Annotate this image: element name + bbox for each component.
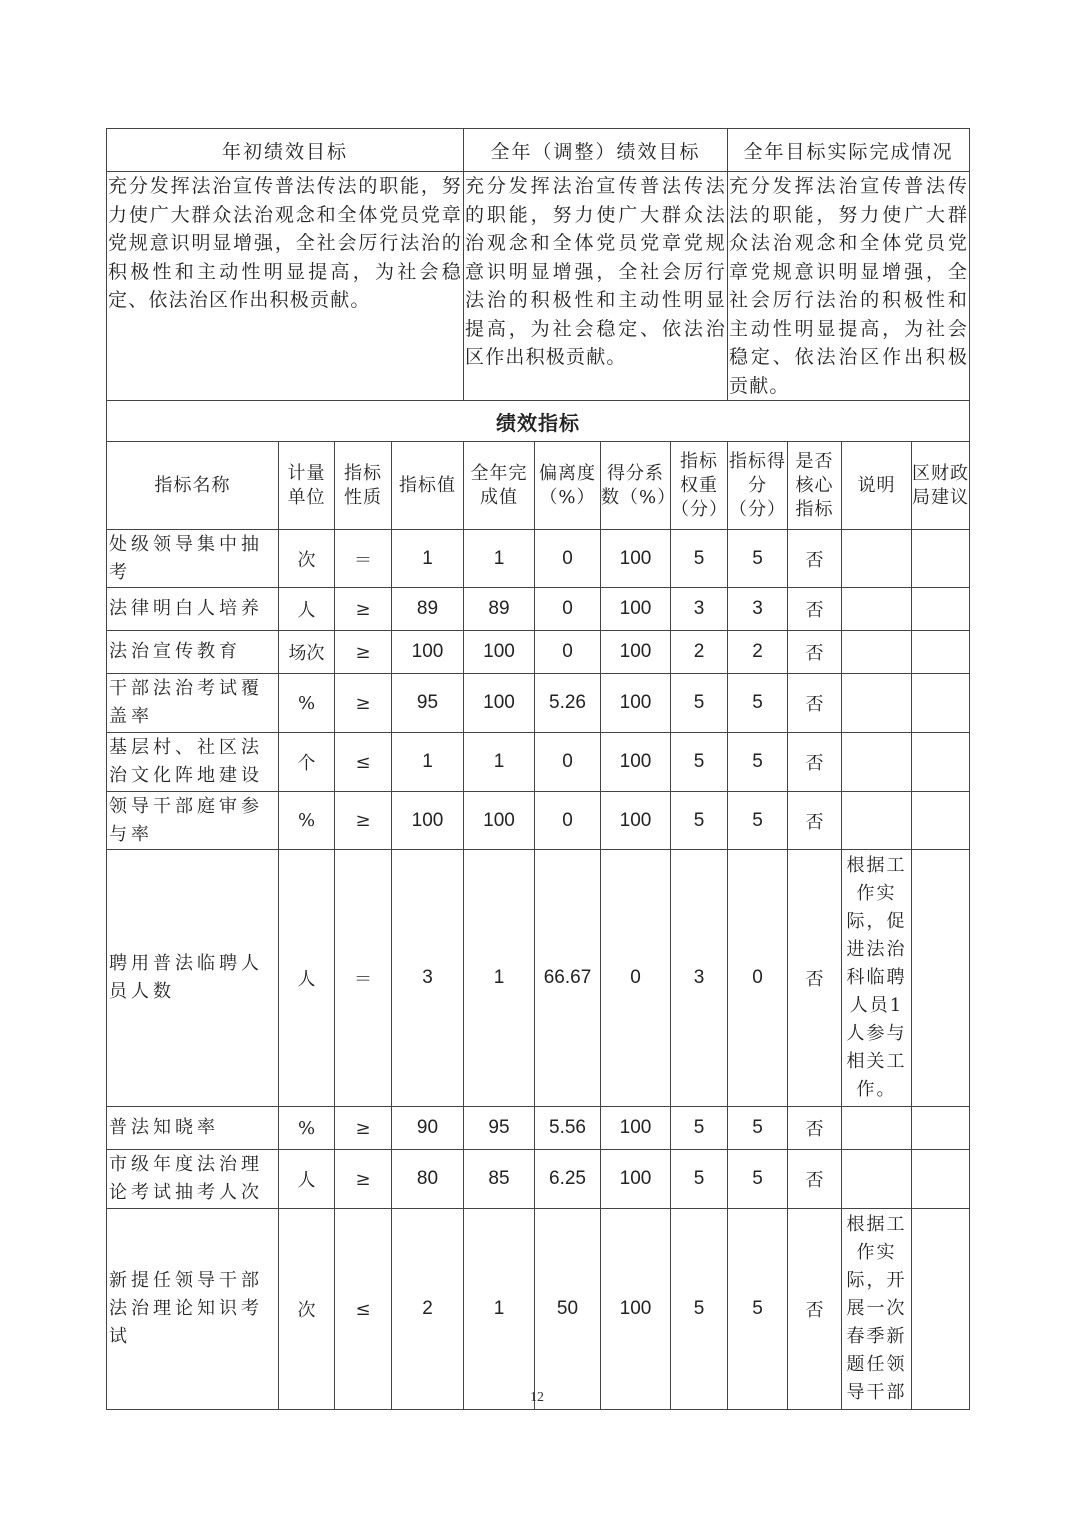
cell-deviation: 0 bbox=[535, 792, 601, 850]
cell-suggestion bbox=[912, 631, 970, 674]
cell-unit: 人 bbox=[279, 850, 335, 1107]
table-row bbox=[107, 674, 970, 733]
goal-text-adjusted: 充分发挥法治宣传普法传法的职能，努力使广大群众法治观念和全体党员党章党规意识明显增强，全社会厉行法治的积极性和主动性明显提高，为社会稳定、依法治区作出积极贡献。 bbox=[464, 172, 728, 401]
goal-header-actual: 全年目标实际完成情况 bbox=[728, 129, 970, 172]
cell-deviation: 0 bbox=[535, 588, 601, 631]
cell-name: 市级年度法治理论考试抽考人次 bbox=[107, 1150, 279, 1209]
cell-deviation: 0 bbox=[535, 530, 601, 588]
cell-coef: 100 bbox=[601, 792, 671, 850]
cell-actual: 100 bbox=[464, 674, 535, 733]
col-header-unit: 计量单位 bbox=[279, 442, 335, 530]
cell-coef: 100 bbox=[601, 733, 671, 792]
cell-suggestion bbox=[912, 674, 970, 733]
cell-coef: 100 bbox=[601, 1150, 671, 1209]
cell-weight: 5 bbox=[671, 674, 728, 733]
cell-score: 5 bbox=[728, 530, 788, 588]
cell-weight: 2 bbox=[671, 631, 728, 674]
table-row bbox=[107, 1107, 970, 1150]
performance-table-page bbox=[106, 128, 969, 1410]
col-header-nature: 指标性质 bbox=[335, 442, 392, 530]
cell-core: 否 bbox=[788, 1107, 842, 1150]
cell-name: 新提任领导干部法治理论知识考试 bbox=[107, 1209, 279, 1410]
cell-nature: ＝ bbox=[335, 530, 392, 588]
cell-name: 基层村、社区法治文化阵地建设 bbox=[107, 733, 279, 792]
cell-deviation: 50 bbox=[535, 1209, 601, 1410]
cell-name: 领导干部庭审参与率 bbox=[107, 792, 279, 850]
cell-actual: 89 bbox=[464, 588, 535, 631]
goals-text-row bbox=[107, 172, 970, 401]
cell-target: 3 bbox=[392, 850, 464, 1107]
cell-suggestion bbox=[912, 733, 970, 792]
cell-actual: 1 bbox=[464, 733, 535, 792]
cell-score: 3 bbox=[728, 588, 788, 631]
cell-unit: 人 bbox=[279, 588, 335, 631]
cell-score: 5 bbox=[728, 792, 788, 850]
cell-coef: 100 bbox=[601, 674, 671, 733]
cell-suggestion bbox=[912, 1107, 970, 1150]
cell-core: 否 bbox=[788, 733, 842, 792]
cell-note bbox=[842, 733, 912, 792]
cell-note bbox=[842, 792, 912, 850]
cell-coef: 0 bbox=[601, 850, 671, 1107]
cell-note: 根据工作实际，促进法治科临聘人员1人参与相关工作。 bbox=[842, 850, 912, 1107]
cell-actual: 1 bbox=[464, 530, 535, 588]
cell-deviation: 5.56 bbox=[535, 1107, 601, 1150]
cell-core: 否 bbox=[788, 792, 842, 850]
cell-suggestion bbox=[912, 1150, 970, 1209]
cell-nature: ≤ bbox=[335, 733, 392, 792]
cell-nature: ≤ bbox=[335, 1209, 392, 1410]
table-row bbox=[107, 733, 970, 792]
cell-coef: 100 bbox=[601, 588, 671, 631]
cell-target: 1 bbox=[392, 733, 464, 792]
cell-actual: 85 bbox=[464, 1150, 535, 1209]
cell-coef: 100 bbox=[601, 631, 671, 674]
table-row bbox=[107, 631, 970, 674]
cell-score: 5 bbox=[728, 1150, 788, 1209]
cell-suggestion bbox=[912, 850, 970, 1107]
cell-core: 否 bbox=[788, 1209, 842, 1410]
goal-header-initial: 年初绩效目标 bbox=[107, 129, 464, 172]
cell-unit: % bbox=[279, 674, 335, 733]
cell-target: 90 bbox=[392, 1107, 464, 1150]
cell-coef: 100 bbox=[601, 530, 671, 588]
col-header-coef: 得分系数（%） bbox=[601, 442, 671, 530]
cell-core: 否 bbox=[788, 1150, 842, 1209]
cell-core: 否 bbox=[788, 631, 842, 674]
cell-nature: ＝ bbox=[335, 850, 392, 1107]
cell-note bbox=[842, 1107, 912, 1150]
col-header-suggestion: 区财政局建议 bbox=[912, 442, 970, 530]
cell-suggestion bbox=[912, 530, 970, 588]
goal-text-actual: 充分发挥法治宣传普法传法的职能，努力使广大群众法治观念和全体党员党章党规意识明显增强，全社会厉行法治的积极性和主动性明显提高，为社会稳定、依法治区作出积极贡献。 bbox=[728, 172, 970, 401]
col-header-weight: 指标权重（分） bbox=[671, 442, 728, 530]
cell-note bbox=[842, 1150, 912, 1209]
section-title-row bbox=[107, 401, 970, 442]
col-header-score: 指标得分（分） bbox=[728, 442, 788, 530]
cell-nature: ≥ bbox=[335, 631, 392, 674]
cell-target: 2 bbox=[392, 1209, 464, 1410]
table-row bbox=[107, 530, 970, 588]
cell-unit: 场次 bbox=[279, 631, 335, 674]
cell-core: 否 bbox=[788, 588, 842, 631]
cell-core: 否 bbox=[788, 674, 842, 733]
cell-score: 5 bbox=[728, 1209, 788, 1410]
cell-weight: 3 bbox=[671, 850, 728, 1107]
cell-score: 0 bbox=[728, 850, 788, 1107]
cell-nature: ≥ bbox=[335, 1107, 392, 1150]
cell-target: 95 bbox=[392, 674, 464, 733]
cell-target: 1 bbox=[392, 530, 464, 588]
cell-actual: 1 bbox=[464, 850, 535, 1107]
cell-note bbox=[842, 530, 912, 588]
table-row bbox=[107, 850, 970, 1107]
cell-unit: % bbox=[279, 1107, 335, 1150]
cell-deviation: 0 bbox=[535, 631, 601, 674]
col-header-target: 指标值 bbox=[392, 442, 464, 530]
cell-nature: ≥ bbox=[335, 792, 392, 850]
cell-actual: 95 bbox=[464, 1107, 535, 1150]
cell-actual: 1 bbox=[464, 1209, 535, 1410]
cell-score: 5 bbox=[728, 1107, 788, 1150]
cell-name: 处级领导集中抽考 bbox=[107, 530, 279, 588]
cell-deviation: 6.25 bbox=[535, 1150, 601, 1209]
column-header-row bbox=[107, 442, 970, 530]
cell-name: 普法知晓率 bbox=[107, 1107, 279, 1150]
cell-name: 聘用普法临聘人员人数 bbox=[107, 850, 279, 1107]
col-header-core: 是否核心指标 bbox=[788, 442, 842, 530]
cell-note bbox=[842, 588, 912, 631]
table-row bbox=[107, 588, 970, 631]
cell-weight: 3 bbox=[671, 588, 728, 631]
cell-weight: 5 bbox=[671, 530, 728, 588]
cell-note: 根据工作实际，开展一次春季新题任领导干部 bbox=[842, 1209, 912, 1410]
col-header-note: 说明 bbox=[842, 442, 912, 530]
cell-weight: 5 bbox=[671, 1107, 728, 1150]
cell-nature: ≥ bbox=[335, 674, 392, 733]
section-title: 绩效指标 bbox=[107, 401, 970, 442]
cell-suggestion bbox=[912, 588, 970, 631]
cell-score: 5 bbox=[728, 674, 788, 733]
cell-suggestion bbox=[912, 1209, 970, 1410]
col-header-actual: 全年完成值 bbox=[464, 442, 535, 530]
cell-core: 否 bbox=[788, 530, 842, 588]
cell-name: 法律明白人培养 bbox=[107, 588, 279, 631]
cell-deviation: 0 bbox=[535, 733, 601, 792]
cell-target: 89 bbox=[392, 588, 464, 631]
cell-suggestion bbox=[912, 792, 970, 850]
table-row bbox=[107, 792, 970, 850]
cell-unit: 次 bbox=[279, 530, 335, 588]
cell-coef: 100 bbox=[601, 1209, 671, 1410]
col-header-name: 指标名称 bbox=[107, 442, 279, 530]
goals-header-row bbox=[107, 129, 970, 172]
cell-actual: 100 bbox=[464, 792, 535, 850]
cell-weight: 5 bbox=[671, 1209, 728, 1410]
cell-coef: 100 bbox=[601, 1107, 671, 1150]
cell-unit: 个 bbox=[279, 733, 335, 792]
cell-unit: 人 bbox=[279, 1150, 335, 1209]
cell-target: 100 bbox=[392, 631, 464, 674]
cell-name: 法治宣传教育 bbox=[107, 631, 279, 674]
cell-deviation: 66.67 bbox=[535, 850, 601, 1107]
cell-score: 5 bbox=[728, 733, 788, 792]
cell-name: 干部法治考试覆盖率 bbox=[107, 674, 279, 733]
cell-weight: 5 bbox=[671, 733, 728, 792]
cell-core: 否 bbox=[788, 850, 842, 1107]
cell-target: 100 bbox=[392, 792, 464, 850]
cell-deviation: 5.26 bbox=[535, 674, 601, 733]
table-row bbox=[107, 1209, 970, 1410]
cell-nature: ≥ bbox=[335, 588, 392, 631]
page-number: 12 bbox=[530, 1390, 544, 1405]
cell-weight: 5 bbox=[671, 792, 728, 850]
col-header-deviation: 偏离度（%） bbox=[535, 442, 601, 530]
goal-header-adjusted: 全年（调整）绩效目标 bbox=[464, 129, 728, 172]
cell-unit: % bbox=[279, 792, 335, 850]
cell-actual: 100 bbox=[464, 631, 535, 674]
cell-target: 80 bbox=[392, 1150, 464, 1209]
cell-nature: ≥ bbox=[335, 1150, 392, 1209]
cell-score: 2 bbox=[728, 631, 788, 674]
cell-weight: 5 bbox=[671, 1150, 728, 1209]
goal-text-initial: 充分发挥法治宣传普法传法的职能，努力使广大群众法治观念和全体党员党章党规意识明显增强，全社会厉行法治的积极性和主动性明显提高，为社会稳定、依法治区作出积极贡献。 bbox=[107, 172, 464, 401]
table-row bbox=[107, 1150, 970, 1209]
performance-table bbox=[106, 128, 970, 1410]
cell-note bbox=[842, 674, 912, 733]
cell-unit: 次 bbox=[279, 1209, 335, 1410]
cell-note bbox=[842, 631, 912, 674]
